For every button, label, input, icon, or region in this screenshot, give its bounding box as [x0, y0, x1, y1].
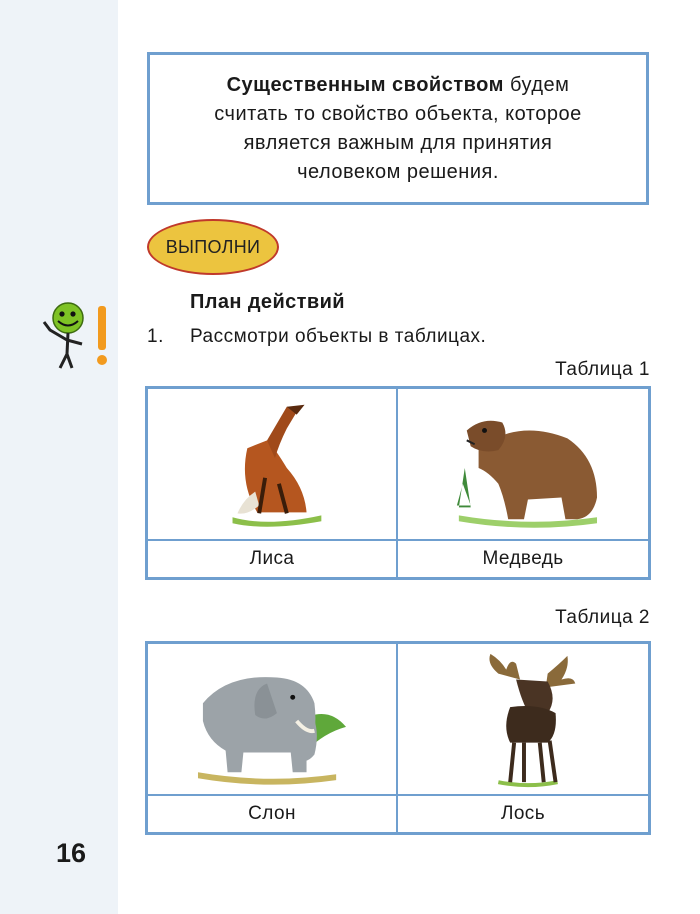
- page-margin: [0, 0, 118, 914]
- page-number: 16: [56, 838, 87, 868]
- table-2-caption: Таблица 2: [555, 607, 650, 628]
- table-2: [145, 641, 651, 835]
- definition-term: Существенным свойством: [226, 73, 504, 96]
- table-1: [145, 386, 651, 580]
- elephant-label: Слон: [148, 796, 398, 832]
- elephant-image: [148, 644, 396, 794]
- moose-label: Лось: [500, 803, 546, 824]
- definition-text: Существенным свойством будем считать то свойство объекта, которое является важным для принятия человеком решения.: [214, 73, 582, 183]
- fox-image: [148, 389, 396, 539]
- step-1: 1. Рассмотри объекты в таблицах.: [147, 326, 487, 347]
- moose-image: [398, 644, 648, 794]
- bear-label: Медведь: [482, 548, 564, 569]
- fox-cell: [148, 389, 398, 541]
- plan-title: План действий: [190, 291, 345, 313]
- moose-cell: [398, 644, 648, 796]
- definition-box: [147, 52, 649, 205]
- bear-cell: [398, 389, 648, 541]
- do-it-badge: ВЫПОЛНИ: [147, 219, 279, 275]
- fox-label: Лиса: [148, 541, 398, 577]
- table-1-caption: Таблица 1: [555, 359, 650, 380]
- smiley-mascot-icon: [36, 296, 116, 376]
- bear-image: [398, 389, 648, 539]
- elephant-cell: [148, 644, 398, 796]
